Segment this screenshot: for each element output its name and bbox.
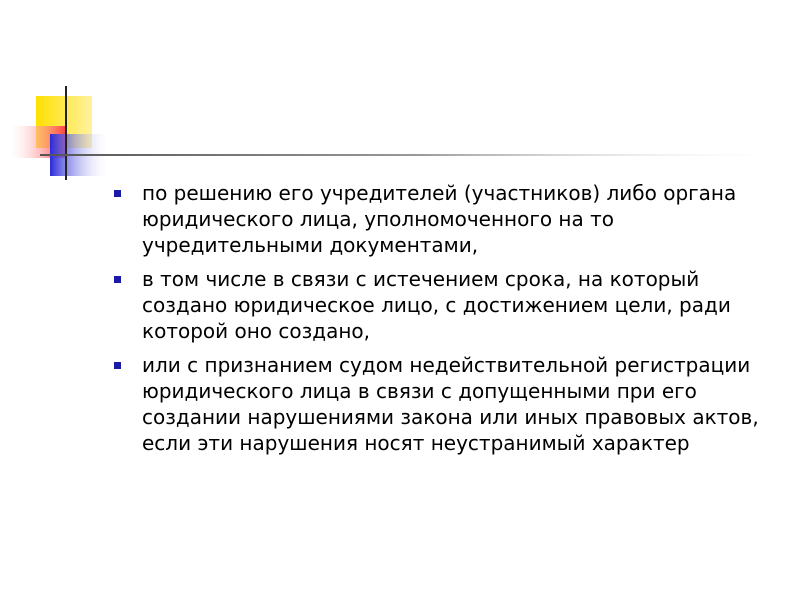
bullet-list — [112, 180, 762, 464]
decorative-header-graphic — [0, 0, 800, 190]
bullet-square-icon — [114, 276, 121, 283]
list-item — [112, 266, 762, 344]
bullet-text: по решению его учредителей (участников) либо органа юридического лица, уполномоченного на то учредительными документами, — [142, 181, 737, 257]
bullet-square-icon — [114, 190, 121, 197]
list-item — [112, 180, 762, 258]
bullet-text: в том числе в связи с истечением срока, на который создано юридическое лицо, с достижением цели, ради которой оно создано, — [142, 267, 731, 343]
horizontal-rule — [40, 154, 800, 156]
bullet-text: или с признанием судом недействительной регистрации юридического лица в связи с допущенными при его создании нарушениями закона или иных правовых актов, если эти нарушения носят неустранимый характер — [142, 353, 759, 455]
bullet-square-icon — [114, 362, 121, 369]
list-item — [112, 352, 762, 456]
